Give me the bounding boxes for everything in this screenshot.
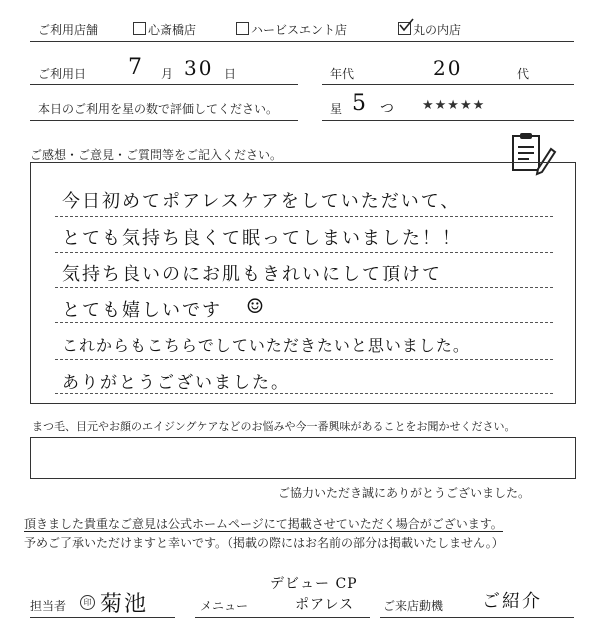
motive-label: ご来店動機 <box>383 599 444 613</box>
rating-prompt: 本日のご利用を星の数で評価してください。 <box>38 102 279 116</box>
comment-line: 今日初めてポアレスケアをしていただいて、 <box>62 191 461 212</box>
divider <box>380 617 574 618</box>
rating-star-label: 星 <box>330 102 343 116</box>
rule-line <box>55 359 553 361</box>
staff-name: 菊池 <box>100 592 149 617</box>
menu-value-line2: ポアレス <box>295 597 355 613</box>
concerns-box[interactable] <box>30 437 576 479</box>
thanks-text: ご協力いただき誠にありがとうございました。 <box>278 486 531 500</box>
menu-label: メニュー <box>200 599 249 613</box>
store-option-herbis-ent[interactable] <box>236 21 347 38</box>
menu-value-line1: デビュー CP <box>270 576 358 592</box>
rule-line <box>55 287 553 289</box>
rating-stars: ★★★★★ <box>422 98 486 113</box>
age-unit: 代 <box>517 67 530 81</box>
rule-line <box>55 322 553 324</box>
check-icon <box>398 18 414 32</box>
divider <box>322 84 574 85</box>
age-label: 年代 <box>330 67 355 81</box>
comment-line: これからもこちらでしていただきたいと思いました。 <box>62 336 470 355</box>
store-option-shinsaibashi[interactable] <box>133 21 196 38</box>
age-value: 20 <box>433 56 463 80</box>
store-option-label: ハービスエント店 <box>251 23 348 37</box>
concerns-label: まつ毛、目元やお顔のエイジングケアなどのお悩みや今一番興味があることをお聞かせください。 <box>32 420 516 433</box>
notice-line-1 <box>24 515 503 532</box>
checkbox[interactable] <box>236 22 249 35</box>
notice-line-2: 予めご了承いただけますと幸いです。（掲載の際にはお名前の部分は掲載いたしません。） <box>24 536 504 550</box>
rule-line <box>55 216 553 218</box>
visit-month-unit: 月 <box>161 67 174 81</box>
store-label: ご利用店舗 <box>38 23 99 37</box>
visit-date-label: ご利用日 <box>38 67 87 81</box>
motive-value: ご紹介 <box>482 591 542 612</box>
rating-value-suffix: つ <box>380 101 396 117</box>
store-option-marunouchi[interactable] <box>398 21 461 38</box>
rule-line <box>55 393 553 395</box>
comment-line: とても気持ち良くて眠ってしまいました！！ <box>62 228 462 249</box>
divider <box>30 120 298 121</box>
checkbox-checked[interactable] <box>398 22 411 35</box>
divider <box>322 120 574 121</box>
store-option-label: 丸の内店 <box>413 23 462 37</box>
rule-line <box>55 252 553 254</box>
visit-day-unit: 日 <box>224 67 237 81</box>
staff-label: 担当者 <box>30 599 67 613</box>
divider <box>30 617 175 618</box>
visit-day-value: 30 <box>184 56 214 80</box>
smiley-icon: ☺ <box>246 294 266 318</box>
comment-line: 気持ち良いのにお肌もきれいにして頂けて <box>62 264 442 285</box>
rating-value: 5 <box>352 91 368 116</box>
visit-month-value: 7 <box>128 55 144 80</box>
seal-icon: 印 <box>80 595 95 610</box>
store-option-label: 心斎橋店 <box>148 23 197 37</box>
divider <box>195 617 370 618</box>
checkbox[interactable] <box>133 22 146 35</box>
comments-label: ご感想・ご意見・ご質問等をご記入ください。 <box>30 148 283 162</box>
comment-line: とても嬉しいです <box>62 300 222 321</box>
notice-text: 頂きました貴重なご意見は公式ホームページにて掲載させていただく場合がございます。 <box>24 517 503 531</box>
comment-line: ありがとうございました。 <box>62 373 290 393</box>
divider <box>30 41 574 42</box>
divider <box>30 84 298 85</box>
